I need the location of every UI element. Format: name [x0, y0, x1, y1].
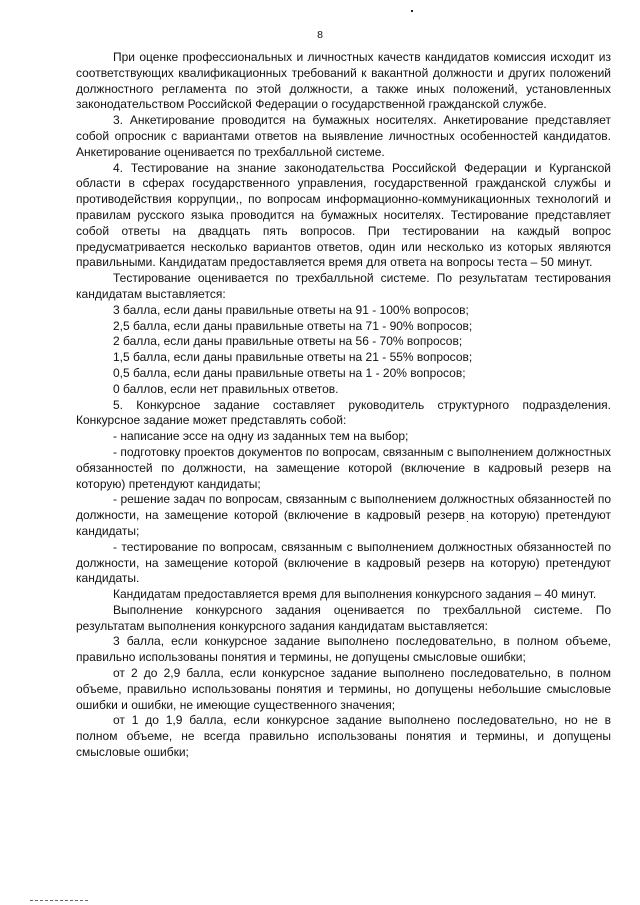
- list-item: 3 балла, если конкурсное задание выполнено последовательно, в полном объеме, правильно использованы понятия и термины, не допущены смысловые ошибки;: [76, 634, 611, 665]
- list-item: 1,5 балла, если даны правильные ответы на 21 - 55% вопросов;: [113, 350, 473, 365]
- paragraph: Тестирование оценивается по трехбалльной системе. По результатам тестирования кандидатам выставляется:: [76, 271, 611, 301]
- document-body: [76, 50, 611, 761]
- scan-speck: [411, 10, 413, 12]
- list-item: - написание эссе на одну из заданных тем на выбор;: [113, 429, 409, 444]
- list-item: 0,5 балла, если даны правильные ответы на 1 - 20% вопросов;: [113, 365, 466, 380]
- paragraph: 4. Тестирование на знание законодательства Российской Федерации и Курганской области в сферах государственного управления, государственной гражданской службы и противодействия коррупции,, по вопросам информационно-коммуникационных технологий и правилам русского языка проводится на бумажных носителях. Тестирование представляет собой ответы на двадцать пять вопросов. При тестировании на каждый вопрос предусматривается несколько вариантов ответов, один или несколько из которых являются правильными. Кандидатам предоставляется время для ответа на вопросы теста – 50 минут.: [76, 160, 611, 270]
- list-item: 2,5 балла, если даны правильные ответы на 71 - 90% вопросов;: [113, 318, 473, 333]
- paragraph: 3. Анкетирование проводится на бумажных носителях. Анкетирование представляет собой опросник с вариантами ответов на выявление личностных особенностей кандидатов. Анкетирование оценивается по трехбалльной системе.: [76, 113, 611, 159]
- list-item: - решение задач по вопросам, связанным с выполнением должностных обязанностей по должности, на замещение которой (включение в кадровый резерв на которую) претендуют кандидаты;: [76, 492, 611, 538]
- paragraph: При оценке профессиональных и личностных качеств кандидатов комиссия исходит из соответствующих квалификационных требований к вакантной должности и других положений должностного регламента по этой должности, а также иных положений, установленных законодательством Российской Федерации о государственной гражданской службе.: [76, 50, 611, 112]
- paragraph: Кандидатам предоставляется время для выполнения конкурсного задания – 40 минут.: [113, 587, 597, 602]
- page-number: 8: [317, 29, 323, 41]
- paragraph: 5. Конкурсное задание составляет руководитель структурного подразделения. Конкурсное задание может представлять собой:: [76, 397, 611, 428]
- list-item: 2 балла, если даны правильные ответы на 56 - 70% вопросов;: [113, 334, 463, 349]
- list-item: от 1 до 1,9 балла, если конкурсное задание выполнено последовательно, но не в полном объеме, не всегда правильно использованы понятия и термины, и допущены смысловые ошибки;: [76, 713, 611, 760]
- footer-divider: [30, 900, 88, 901]
- paragraph: Выполнение конкурсного задания оценивается по трехбалльной системе. По результатам выполнения конкурсного задания кандидатам выставляется:: [76, 602, 611, 633]
- list-item: - подготовку проектов документов по вопросам, связанным с выполнением должностных обязанностей по должности, на замещение которой (включение в кадровый резерв на которую) претендуют кандидаты;: [76, 444, 611, 491]
- list-item: - тестирование по вопросам, связанным с выполнением должностных обязанностей по должности, на замещение которой (включение в кадровый резерв на которую) претендуют кандидаты.: [76, 539, 611, 586]
- list-item: от 2 до 2,9 балла, если конкурсное задание выполнено последовательно, в полном объеме, правильно использованы понятия и термины, но допущены небольшие смысловые ошибки и ошибки, не имеющие существенного значения;: [76, 666, 611, 712]
- list-item: 3 балла, если даны правильные ответы на 91 - 100% вопросов;: [113, 302, 469, 317]
- list-item: 0 баллов, если нет правильных ответов.: [113, 381, 339, 396]
